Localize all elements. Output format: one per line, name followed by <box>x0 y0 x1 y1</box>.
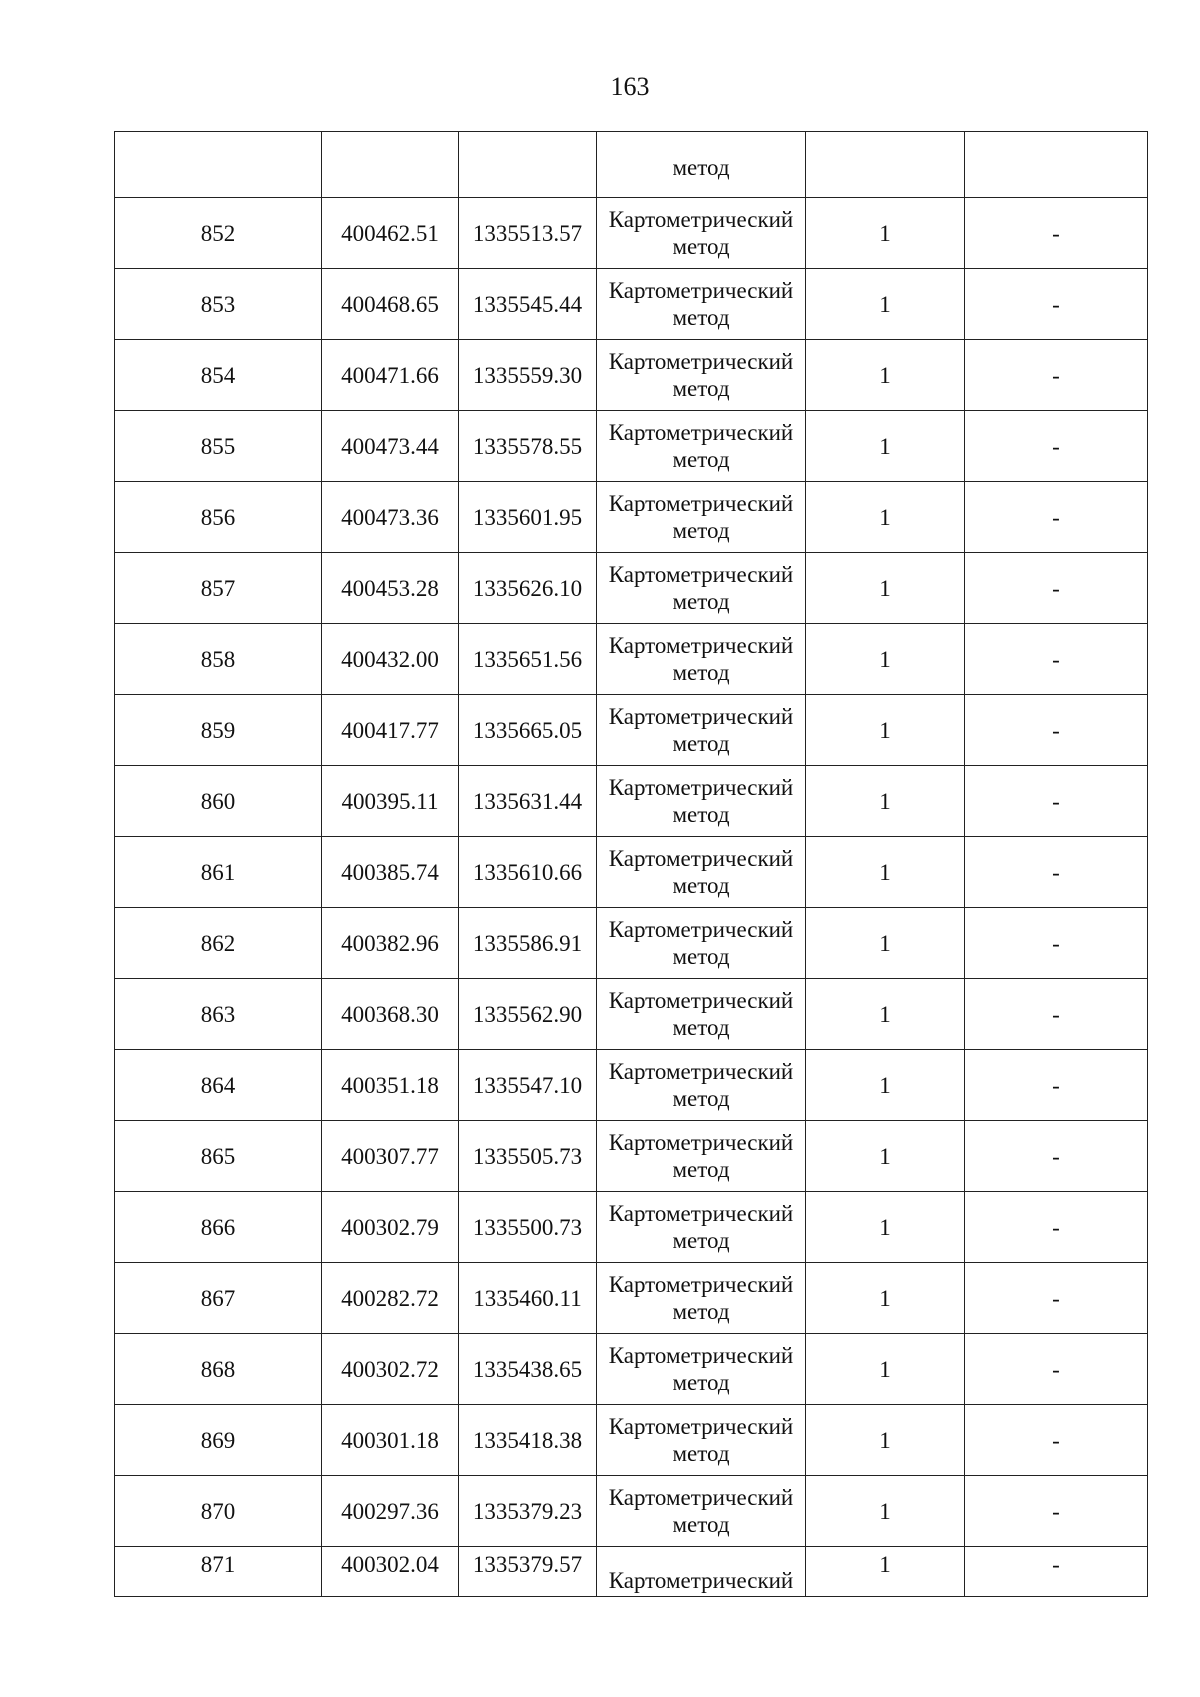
cell-method <box>597 411 806 482</box>
cell-note: - <box>965 1050 1148 1121</box>
cell-note: - <box>965 1121 1148 1192</box>
cell-y: 1335578.55 <box>459 411 597 482</box>
method-line-2: метод <box>672 1512 730 1537</box>
table-row <box>115 1405 1148 1476</box>
method-line-1: Картометрический <box>608 562 794 587</box>
method-line-2: метод <box>672 1441 730 1466</box>
cell-precision: 1 <box>806 908 965 979</box>
cell-num: 855 <box>115 411 322 482</box>
cell-y: 1335379.57 <box>459 1547 597 1597</box>
cell-x: 400302.04 <box>322 1547 459 1597</box>
cell-note: - <box>965 1547 1148 1597</box>
method-line-1: Картометрический <box>608 349 794 374</box>
cell-note: - <box>965 1192 1148 1263</box>
cell-method <box>597 198 806 269</box>
cell-method <box>597 1476 806 1547</box>
cell-method <box>597 979 806 1050</box>
cell-x: 400302.79 <box>322 1192 459 1263</box>
cell-y: 1335631.44 <box>459 766 597 837</box>
cell-x: 400453.28 <box>322 553 459 624</box>
page-number: 163 <box>610 72 650 101</box>
cell-method <box>597 269 806 340</box>
method-line-2: метод <box>672 873 730 898</box>
method-line-2: метод <box>672 731 730 756</box>
cell-x: 400432.00 <box>322 624 459 695</box>
table-row <box>115 1334 1148 1405</box>
cell-method <box>597 1192 806 1263</box>
cell-precision: 1 <box>806 411 965 482</box>
method-line-2: метод <box>672 518 730 543</box>
table-row <box>115 1476 1148 1547</box>
table-row <box>115 1263 1148 1334</box>
cell-num: 867 <box>115 1263 322 1334</box>
cell-note: - <box>965 1405 1148 1476</box>
cell-y: 1335500.73 <box>459 1192 597 1263</box>
table-row <box>115 837 1148 908</box>
cell-x: 400297.36 <box>322 1476 459 1547</box>
cell-note: - <box>965 553 1148 624</box>
cell-num: 857 <box>115 553 322 624</box>
cell-x: 400385.74 <box>322 837 459 908</box>
cell-precision: 1 <box>806 624 965 695</box>
method-line-2: метод <box>672 1299 730 1324</box>
cell-x: 400462.51 <box>322 198 459 269</box>
cell-num: 852 <box>115 198 322 269</box>
cell-note: - <box>965 624 1148 695</box>
table-row <box>115 411 1148 482</box>
cell-precision: 1 <box>806 269 965 340</box>
cell-precision: 1 <box>806 1192 965 1263</box>
cell-num: 864 <box>115 1050 322 1121</box>
cell-y: 1335545.44 <box>459 269 597 340</box>
table-row <box>115 979 1148 1050</box>
method-line-1: Картометрический <box>608 278 794 303</box>
method-line-1: Картометрический <box>608 1059 794 1084</box>
cell-y: 1335601.95 <box>459 482 597 553</box>
cell-note: - <box>965 482 1148 553</box>
cell-note: - <box>965 1263 1148 1334</box>
cell-num: 865 <box>115 1121 322 1192</box>
cell-precision: 1 <box>806 553 965 624</box>
cell-precision: 1 <box>806 1405 965 1476</box>
cell-precision: 1 <box>806 837 965 908</box>
method-line-1: Картометрический <box>608 1485 794 1510</box>
cell-x: 400468.65 <box>322 269 459 340</box>
method-line-1: Картометрический <box>608 1130 794 1155</box>
cell-num: 862 <box>115 908 322 979</box>
method-line-2: метод <box>672 1015 730 1040</box>
method-line-2: метод <box>672 589 730 614</box>
cell-x: 400282.72 <box>322 1263 459 1334</box>
cell-method <box>597 624 806 695</box>
cell-num: 871 <box>115 1547 322 1597</box>
cell-x: 400302.72 <box>322 1334 459 1405</box>
cell-note: - <box>965 979 1148 1050</box>
cell-x: 400368.30 <box>322 979 459 1050</box>
cell-note: - <box>965 411 1148 482</box>
cell-num: 869 <box>115 1405 322 1476</box>
method-line-2: метод <box>672 376 730 401</box>
table-row-last <box>115 1547 1148 1597</box>
cell-y: 1335586.91 <box>459 908 597 979</box>
method-line-1: Картометрический <box>608 1272 794 1297</box>
cell-x: 400351.18 <box>322 1050 459 1121</box>
cell-precision: 1 <box>806 1476 965 1547</box>
cell-precision: 1 <box>806 1547 965 1597</box>
cell-precision: 1 <box>806 979 965 1050</box>
cell-precision: 1 <box>806 482 965 553</box>
cell-y: 1335513.57 <box>459 198 597 269</box>
coordinates-table <box>114 131 1148 1597</box>
table-row <box>115 1050 1148 1121</box>
table-row <box>115 695 1148 766</box>
cell-precision: 1 <box>806 695 965 766</box>
cell-y: 1335418.38 <box>459 1405 597 1476</box>
cell-x: 400307.77 <box>322 1121 459 1192</box>
cell-note: - <box>965 908 1148 979</box>
cell-precision: 1 <box>806 766 965 837</box>
table-row <box>115 553 1148 624</box>
table-row <box>115 1121 1148 1192</box>
cell-precision: 1 <box>806 198 965 269</box>
method-line-1: Картометрический <box>608 633 794 658</box>
cell-note: - <box>965 695 1148 766</box>
method-line-2: метод <box>672 1157 730 1182</box>
cell-precision <box>806 132 965 198</box>
cell-method <box>597 695 806 766</box>
cell-num: 854 <box>115 340 322 411</box>
cell-num: 859 <box>115 695 322 766</box>
cell-x: 400471.66 <box>322 340 459 411</box>
cell-y: 1335505.73 <box>459 1121 597 1192</box>
cell-num: 866 <box>115 1192 322 1263</box>
cell-x: 400473.44 <box>322 411 459 482</box>
method-line-1: Картометрический <box>608 491 794 516</box>
cell-method <box>597 908 806 979</box>
cell-method <box>597 482 806 553</box>
method-line-1: Картометрический <box>608 988 794 1013</box>
cell-y: 1335610.66 <box>459 837 597 908</box>
method-line-2: метод <box>672 1370 730 1395</box>
method-line-1: Картометрический <box>608 704 794 729</box>
cell-x: 400395.11 <box>322 766 459 837</box>
cell-note: - <box>965 1476 1148 1547</box>
method-line-1: Картометрический <box>608 775 794 800</box>
method-line-1: Картометрический <box>608 207 794 232</box>
table-row <box>115 198 1148 269</box>
table-body <box>115 132 1148 1597</box>
cell-x: 400382.96 <box>322 908 459 979</box>
table-row <box>115 624 1148 695</box>
cell-method <box>597 837 806 908</box>
cell-note: - <box>965 340 1148 411</box>
table-row <box>115 269 1148 340</box>
cell-precision: 1 <box>806 1121 965 1192</box>
cell-precision: 1 <box>806 1263 965 1334</box>
cell-method <box>597 1334 806 1405</box>
method-line-1: Картометрический <box>608 1414 794 1439</box>
cell-note: - <box>965 269 1148 340</box>
cell-method: метод <box>597 132 806 198</box>
cell-note: - <box>965 198 1148 269</box>
cell-y <box>459 132 597 198</box>
cell-method <box>597 553 806 624</box>
cell-note: - <box>965 766 1148 837</box>
cell-y: 1335547.10 <box>459 1050 597 1121</box>
method-line-2: метод <box>672 1086 730 1111</box>
cell-note <box>965 132 1148 198</box>
cell-method <box>597 1121 806 1192</box>
cell-y: 1335559.30 <box>459 340 597 411</box>
cell-y: 1335665.05 <box>459 695 597 766</box>
cell-y: 1335562.90 <box>459 979 597 1050</box>
cell-num: 853 <box>115 269 322 340</box>
cell-y: 1335438.65 <box>459 1334 597 1405</box>
cell-method <box>597 340 806 411</box>
cell-y: 1335626.10 <box>459 553 597 624</box>
cell-x: 400473.36 <box>322 482 459 553</box>
table-row <box>115 766 1148 837</box>
cell-num: 860 <box>115 766 322 837</box>
cell-y: 1335651.56 <box>459 624 597 695</box>
method-line-1: Картометрический <box>608 1201 794 1226</box>
cell-method <box>597 1263 806 1334</box>
cell-x: 400417.77 <box>322 695 459 766</box>
method-line-2: метод <box>672 944 730 969</box>
cell-x <box>322 132 459 198</box>
cell-y: 1335460.11 <box>459 1263 597 1334</box>
method-line-1: Картометрический <box>608 917 794 942</box>
method-line-2: метод <box>672 305 730 330</box>
cell-num: 856 <box>115 482 322 553</box>
cell-method: Картометрический <box>597 1547 806 1597</box>
method-line-1: Картометрический <box>608 1343 794 1368</box>
method-line-2: метод <box>672 234 730 259</box>
cell-precision: 1 <box>806 340 965 411</box>
table-row <box>115 1192 1148 1263</box>
cell-note: - <box>965 837 1148 908</box>
table-row <box>115 482 1148 553</box>
method-line-1: Картометрический <box>608 846 794 871</box>
continued-row <box>115 132 1148 198</box>
method-line-1: Картометрический <box>608 420 794 445</box>
table-row <box>115 908 1148 979</box>
cell-num: 861 <box>115 837 322 908</box>
cell-num: 858 <box>115 624 322 695</box>
cell-x: 400301.18 <box>322 1405 459 1476</box>
cell-y: 1335379.23 <box>459 1476 597 1547</box>
cell-num <box>115 132 322 198</box>
table-row <box>115 340 1148 411</box>
cell-num: 863 <box>115 979 322 1050</box>
method-line-2: метод <box>672 802 730 827</box>
cell-num: 868 <box>115 1334 322 1405</box>
method-line-2: метод <box>672 447 730 472</box>
cell-note: - <box>965 1334 1148 1405</box>
method-line-2: метод <box>672 660 730 685</box>
method-line-2: метод <box>672 1228 730 1253</box>
cell-num: 870 <box>115 1476 322 1547</box>
cell-method <box>597 1050 806 1121</box>
cell-precision: 1 <box>806 1334 965 1405</box>
cell-method <box>597 1405 806 1476</box>
cell-precision: 1 <box>806 1050 965 1121</box>
cell-method <box>597 766 806 837</box>
